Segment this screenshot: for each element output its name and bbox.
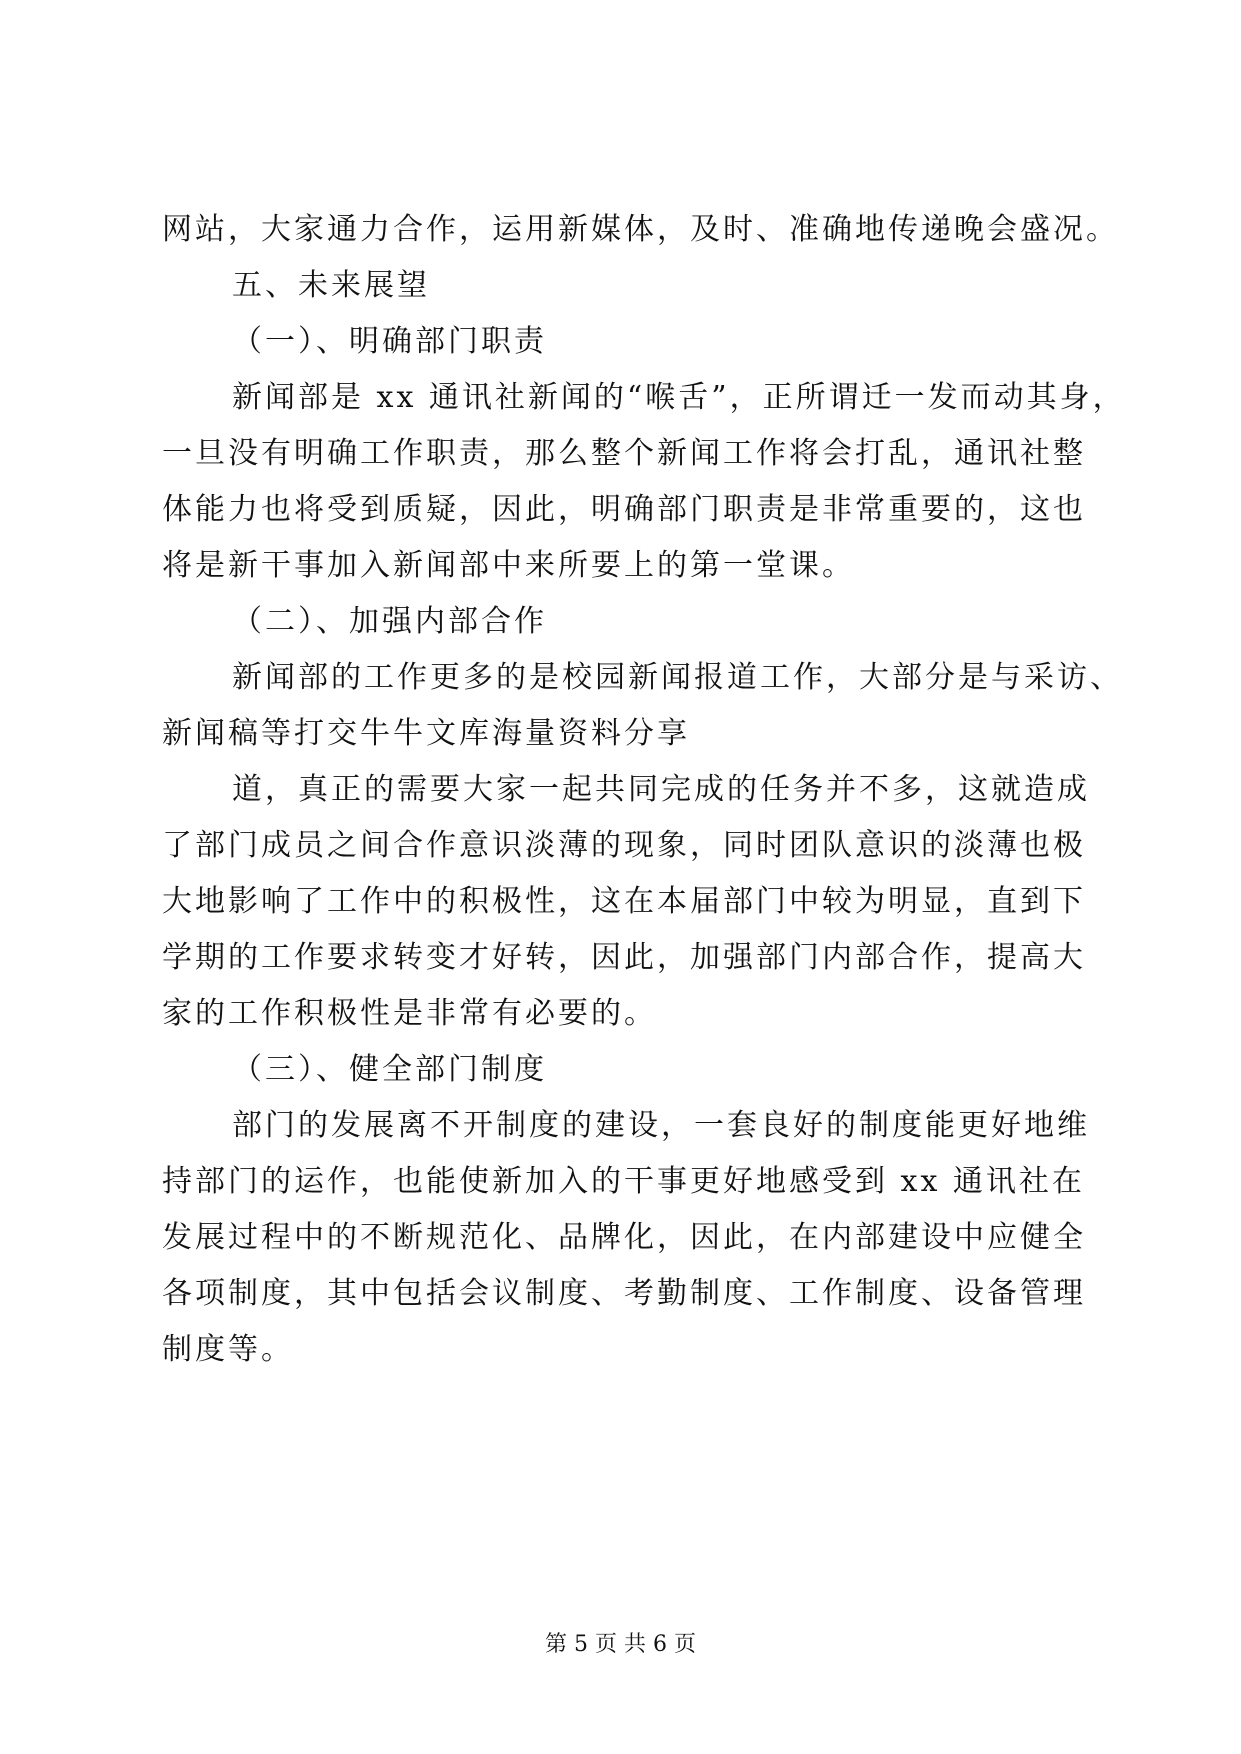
paragraph-line: 持部门的运作，也能使新加入的干事更好地感受到 xx 通讯社在 (162, 1164, 1085, 1199)
subsection-heading: （三）、健全部门制度 (232, 1052, 547, 1087)
paragraph-line: 学期的工作要求转变才好转，因此，加强部门内部合作，提高大 (162, 940, 1086, 975)
paragraph-line: 道，真正的需要大家一起共同完成的任务并不多，这就造成 (232, 772, 1090, 807)
paragraph-line: 各项制度，其中包括会议制度、考勤制度、工作制度、设备管理 (162, 1276, 1086, 1311)
paragraph-line: 新闻稿等打交牛牛文库海量资料分享 (162, 716, 690, 751)
paragraph-line: 大地影响了工作中的积极性，这在本届部门中较为明显，直到下 (162, 884, 1086, 919)
paragraph-line: 一旦没有明确工作职责，那么整个新闻工作将会打乱，通讯社整 (162, 436, 1086, 471)
section-heading: 五、未来展望 (232, 268, 430, 303)
paragraph-line: 了部门成员之间合作意识淡薄的现象，同时团队意识的淡薄也极 (162, 828, 1086, 863)
paragraph-line: 家的工作积极性是非常有必要的。 (162, 996, 657, 1031)
paragraph-line: 发展过程中的不断规范化、品牌化，因此，在内部建设中应健全 (162, 1220, 1086, 1255)
subsection-heading: （一）、明确部门职责 (232, 324, 547, 359)
paragraph-line: 新闻部是 xx 通讯社新闻的“喉舌”，正所谓迁一发而动其身， (232, 380, 1126, 415)
paragraph-line: 将是新干事加入新闻部中来所要上的第一堂课。 (162, 548, 855, 583)
paragraph-line: 部门的发展离不开制度的建设，一套良好的制度能更好地维 (232, 1108, 1090, 1143)
paragraph-line: 体能力也将受到质疑，因此，明确部门职责是非常重要的，这也 (162, 492, 1086, 527)
paragraph-line: 新闻部的工作更多的是校园新闻报道工作，大部分是与采访、 (232, 660, 1123, 695)
subsection-heading: （二）、加强内部合作 (232, 604, 547, 639)
page-number-footer: 第 5 页 共 6 页 (545, 1632, 696, 1657)
paragraph-line: 制度等。 (162, 1332, 294, 1367)
paragraph-line: 网站，大家通力合作，运用新媒体，及时、准确地传递晚会盛况。 (162, 212, 1119, 247)
